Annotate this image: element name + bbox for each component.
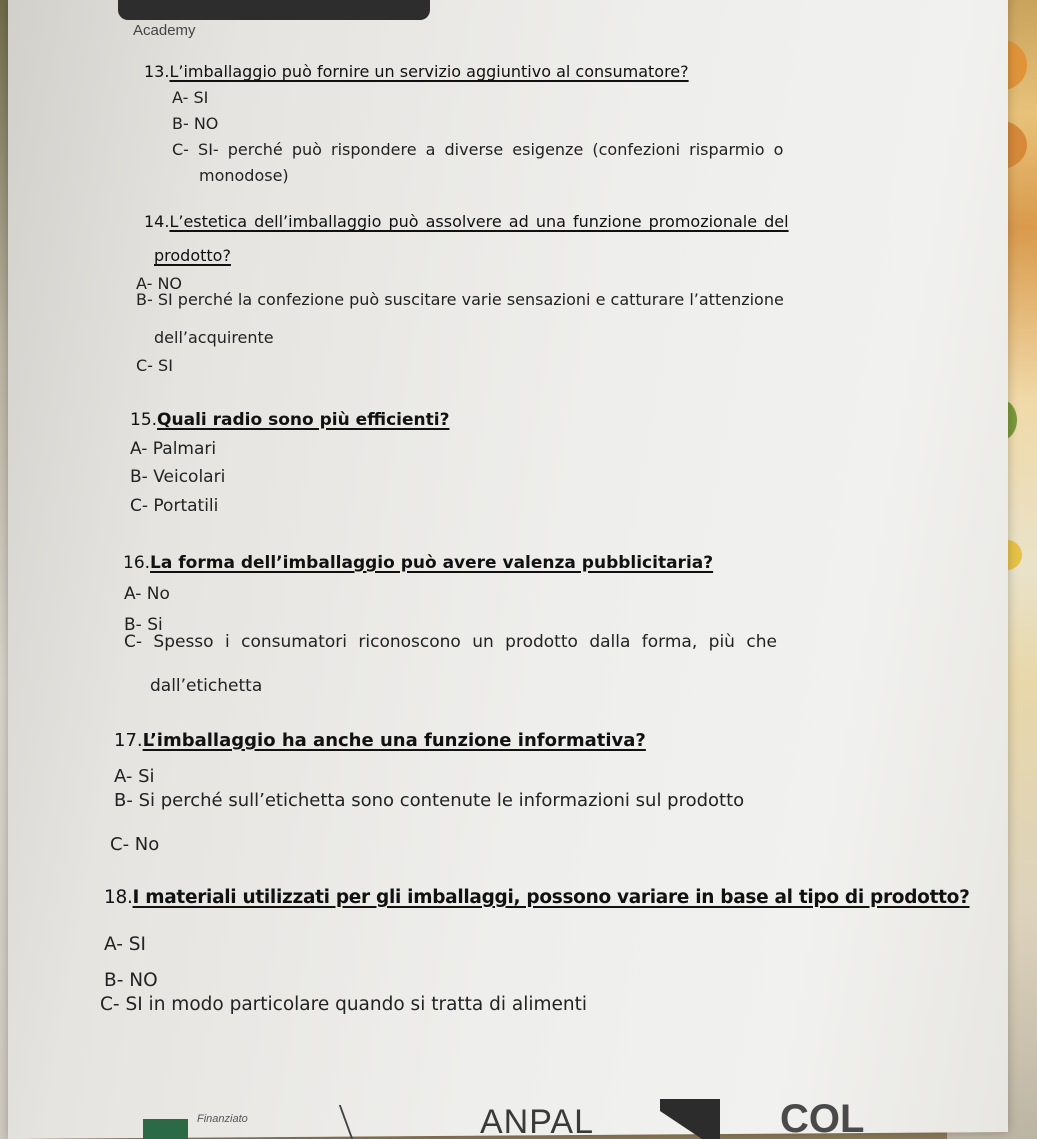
question-number: 18. bbox=[104, 887, 133, 908]
option-c: C- SI- perché può rispondere a diverse esigenze (confezioni risparmio o bbox=[172, 140, 784, 159]
question-text: Quali radio sono più efficienti? bbox=[157, 410, 450, 430]
option-c-continuation: dall’etichetta bbox=[150, 676, 263, 696]
option-c: C- SI in modo particolare quando si tratta di alimenti bbox=[100, 994, 588, 1015]
question-text: L’imballaggio può fornire un servizio aggiuntivo al consumatore? bbox=[169, 62, 689, 81]
footer-logos bbox=[0, 1099, 1037, 1139]
option-c-continuation: monodose) bbox=[199, 166, 289, 185]
option-c: C- Portatili bbox=[130, 496, 219, 516]
option-a: A- NO bbox=[136, 274, 183, 293]
option-a: A- SI bbox=[104, 934, 147, 955]
question-text: L’imballaggio ha anche una funzione informativa? bbox=[142, 730, 646, 751]
anpal-logo: ANPAL bbox=[480, 1103, 594, 1139]
option-b: B- NO bbox=[172, 114, 219, 133]
option-b: B- Si perché sull’etichetta sono contenute le informazioni sul prodotto bbox=[114, 790, 745, 811]
option-c: C- Spesso i consumatori riconoscono un prodotto dalla forma, più che bbox=[124, 632, 777, 652]
col-logo: COL bbox=[780, 1097, 865, 1139]
option-b: B- SI perché la confezione può suscitare varie sensazioni e catturare l’attenzione bbox=[136, 290, 784, 309]
question-text: La forma dell’imballaggio può avere valenza pubblicitaria? bbox=[150, 553, 714, 573]
question-number: 16. bbox=[123, 553, 151, 573]
question-number: 13. bbox=[144, 62, 170, 81]
question-number: 14. bbox=[144, 212, 170, 231]
eu-flag-logo bbox=[143, 1119, 188, 1139]
option-a: A- Palmari bbox=[130, 439, 217, 459]
option-b: B- Si bbox=[124, 615, 163, 635]
logo-mark bbox=[339, 1105, 373, 1139]
question-13 bbox=[144, 62, 689, 81]
question-text: L’estetica dell’imballaggio può assolvere ad una funzione promozionale del bbox=[169, 212, 789, 231]
option-b-continuation: dell’acquirente bbox=[154, 328, 274, 347]
logo-shape bbox=[660, 1099, 720, 1139]
question-14 bbox=[144, 212, 789, 231]
question-17 bbox=[114, 730, 646, 751]
question-number: 17. bbox=[114, 730, 143, 751]
question-15 bbox=[130, 410, 449, 430]
question-number: 15. bbox=[130, 410, 158, 430]
option-a: A- SI bbox=[172, 88, 209, 107]
question-text-continuation: prodotto? bbox=[154, 246, 231, 265]
question-16 bbox=[123, 553, 713, 573]
question-18 bbox=[104, 887, 970, 908]
option-c: C- SI bbox=[136, 356, 173, 375]
option-a: A- Si bbox=[114, 766, 155, 787]
option-c: C- No bbox=[110, 834, 160, 855]
brand-label: Academy bbox=[133, 22, 196, 39]
phone-notch bbox=[118, 0, 430, 20]
question-text: I materiali utilizzati per gli imballaggi, possono variare in base al tipo di prodotto? bbox=[132, 887, 970, 908]
option-b: B- NO bbox=[104, 970, 158, 991]
option-a: A- No bbox=[124, 584, 170, 604]
funded-label: Finanziato bbox=[197, 1113, 248, 1125]
option-b: B- Veicolari bbox=[130, 467, 226, 487]
question-14-line-2 bbox=[154, 246, 231, 265]
